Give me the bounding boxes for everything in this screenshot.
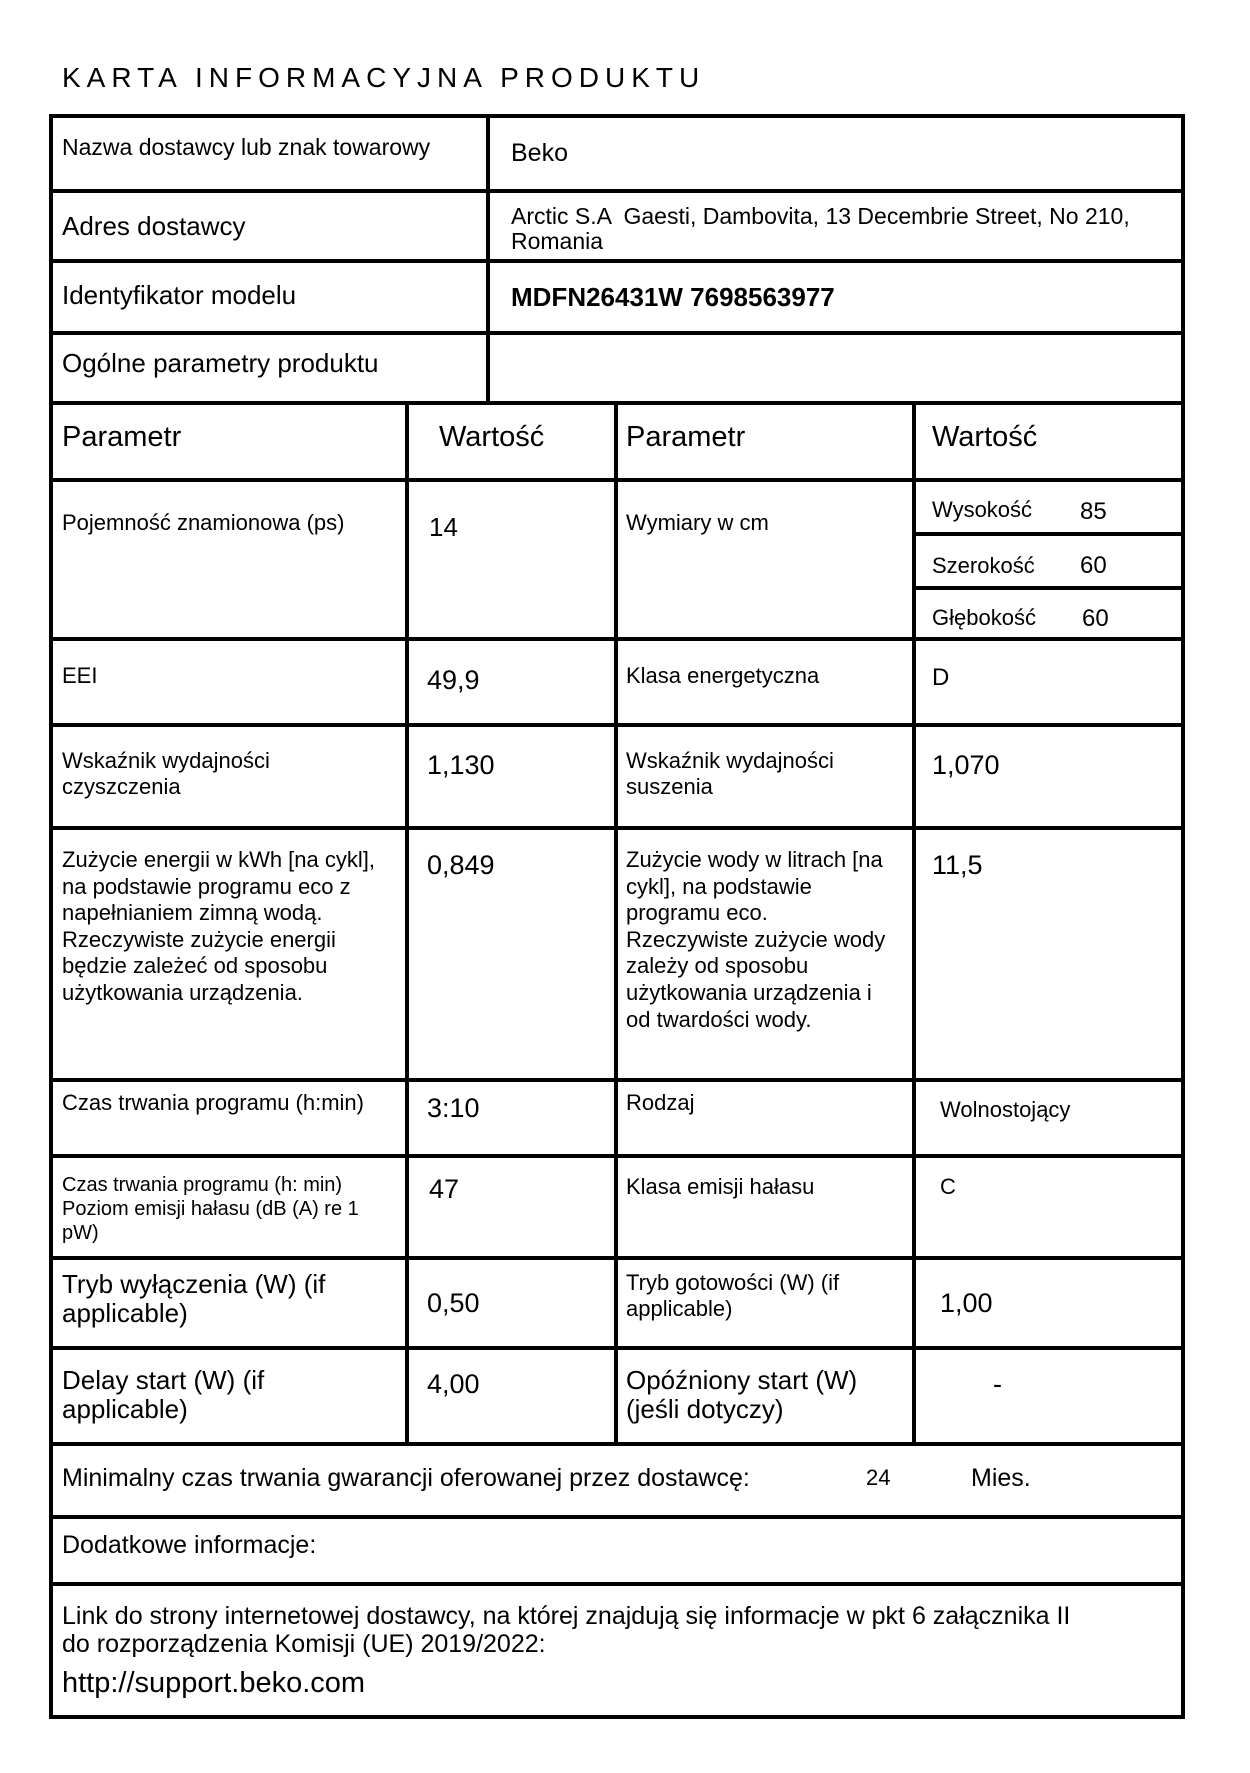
vline <box>405 401 409 1446</box>
header-parameter-1: Parametr <box>62 421 182 453</box>
header-parameter-2: Parametr <box>626 421 746 453</box>
noise-emission-label: Czas trwania programu (h: min) Poziom emisji hałasu (dB (A) re 1 pW) <box>62 1174 359 1244</box>
drying-index-label: Wskaźnik wydajności suszenia <box>626 748 834 800</box>
delay-start-en-label: Delay start (W) (if applicable) <box>62 1365 265 1424</box>
vline <box>614 401 618 1446</box>
support-url-link[interactable]: http://support.beko.com <box>62 1667 366 1699</box>
depth-label: Głębokość <box>932 605 1036 630</box>
noise-class-label: Klasa emisji hałasu <box>626 1174 815 1199</box>
off-mode-label: Tryb wyłączenia (W) (if applicable) <box>62 1269 326 1328</box>
standby-value: 1,00 <box>940 1288 993 1318</box>
energy-consumption-label: Zużycie energii w kWh [na cykl], na podstawie programu eco z napełnianiem zimną wodą. Rzeczywiste zużycie energii będzie zależeć od sposobu użytkowania urządzenia. <box>62 847 375 1006</box>
supplier-address-label: Adres dostawcy <box>62 211 246 241</box>
header-value-1: Wartość <box>439 421 545 453</box>
link-description: Link do strony internetowej dostawcy, na której znajdują się informacje w pkt 6 załącznika II do rozporządzenia Komisji (UE) 2019/2022: <box>62 1602 1071 1658</box>
cleaning-index-value: 1,130 <box>427 750 495 780</box>
eei-label: EEI <box>62 663 98 688</box>
off-mode-value: 0,50 <box>427 1288 480 1318</box>
model-identifier-label: Identyfikator modelu <box>62 280 297 310</box>
hline-dimensions <box>916 586 1185 590</box>
depth-value: 60 <box>1082 605 1109 632</box>
eei-value: 49,9 <box>427 665 480 695</box>
delay-start-pl-value: - <box>993 1369 1002 1399</box>
hline <box>49 1582 1185 1586</box>
warranty-unit: Mies. <box>971 1464 1031 1492</box>
general-parameters-label: Ogólne parametry produktu <box>62 348 379 378</box>
type-label: Rodzaj <box>626 1090 695 1115</box>
width-value: 60 <box>1080 552 1107 579</box>
warranty-value: 24 <box>866 1465 891 1490</box>
hline <box>49 1515 1185 1519</box>
energy-class-label: Klasa energetyczna <box>626 663 820 688</box>
warranty-label: Minimalny czas trwania gwarancji oferowanej przez dostawcę: <box>62 1464 750 1492</box>
delay-start-pl-label: Opóźniony start (W) (jeśli dotyczy) <box>626 1365 858 1424</box>
height-label: Wysokość <box>932 497 1033 522</box>
hline <box>49 259 1185 263</box>
standby-label: Tryb gotowości (W) (if applicable) <box>626 1270 840 1322</box>
supplier-name-label: Nazwa dostawcy lub znak towarowy <box>62 134 431 160</box>
type-value: Wolnostojący <box>940 1097 1071 1122</box>
supplier-name-value: Beko <box>511 139 568 167</box>
page-title: KARTA INFORMACYJNA PRODUKTU <box>62 62 706 93</box>
program-duration-label: Czas trwania programu (h:min) <box>62 1090 364 1115</box>
width-label: Szerokość <box>932 553 1035 578</box>
delay-start-en-value: 4,00 <box>427 1369 480 1399</box>
water-consumption-value: 11,5 <box>932 850 983 880</box>
capacity-value: 14 <box>429 512 458 542</box>
water-consumption-label: Zużycie wody w litrach [na cykl], na podstawie programu eco. Rzeczywiste zużycie wody zależy od sposobu użytkowania urządzenia i od twardości wody. <box>626 847 886 1032</box>
header-value-2: Wartość <box>932 421 1038 453</box>
drying-index-value: 1,070 <box>932 750 1000 780</box>
hline <box>49 331 1185 335</box>
dimensions-label: Wymiary w cm <box>626 510 769 535</box>
hline-dimensions <box>916 532 1185 536</box>
additional-info-label: Dodatkowe informacje: <box>62 1531 317 1559</box>
capacity-label: Pojemność znamionowa (ps) <box>62 510 345 535</box>
energy-consumption-value: 0,849 <box>427 850 495 880</box>
noise-emission-value: 47 <box>429 1174 460 1204</box>
vline <box>912 401 916 1446</box>
hline <box>49 189 1185 193</box>
model-identifier-value: MDFN26431W 7698563977 <box>511 282 835 312</box>
vline <box>486 114 490 405</box>
supplier-address-value: Arctic S.A Gaesti, Dambovita, 13 Decembrie Street, No 210, Romania <box>511 203 1130 255</box>
program-duration-value: 3:10 <box>427 1093 480 1123</box>
noise-class-value: C <box>940 1174 956 1199</box>
energy-class-value: D <box>932 664 950 691</box>
height-value: 85 <box>1080 498 1107 525</box>
cleaning-index-label: Wskaźnik wydajności czyszczenia <box>62 748 270 800</box>
